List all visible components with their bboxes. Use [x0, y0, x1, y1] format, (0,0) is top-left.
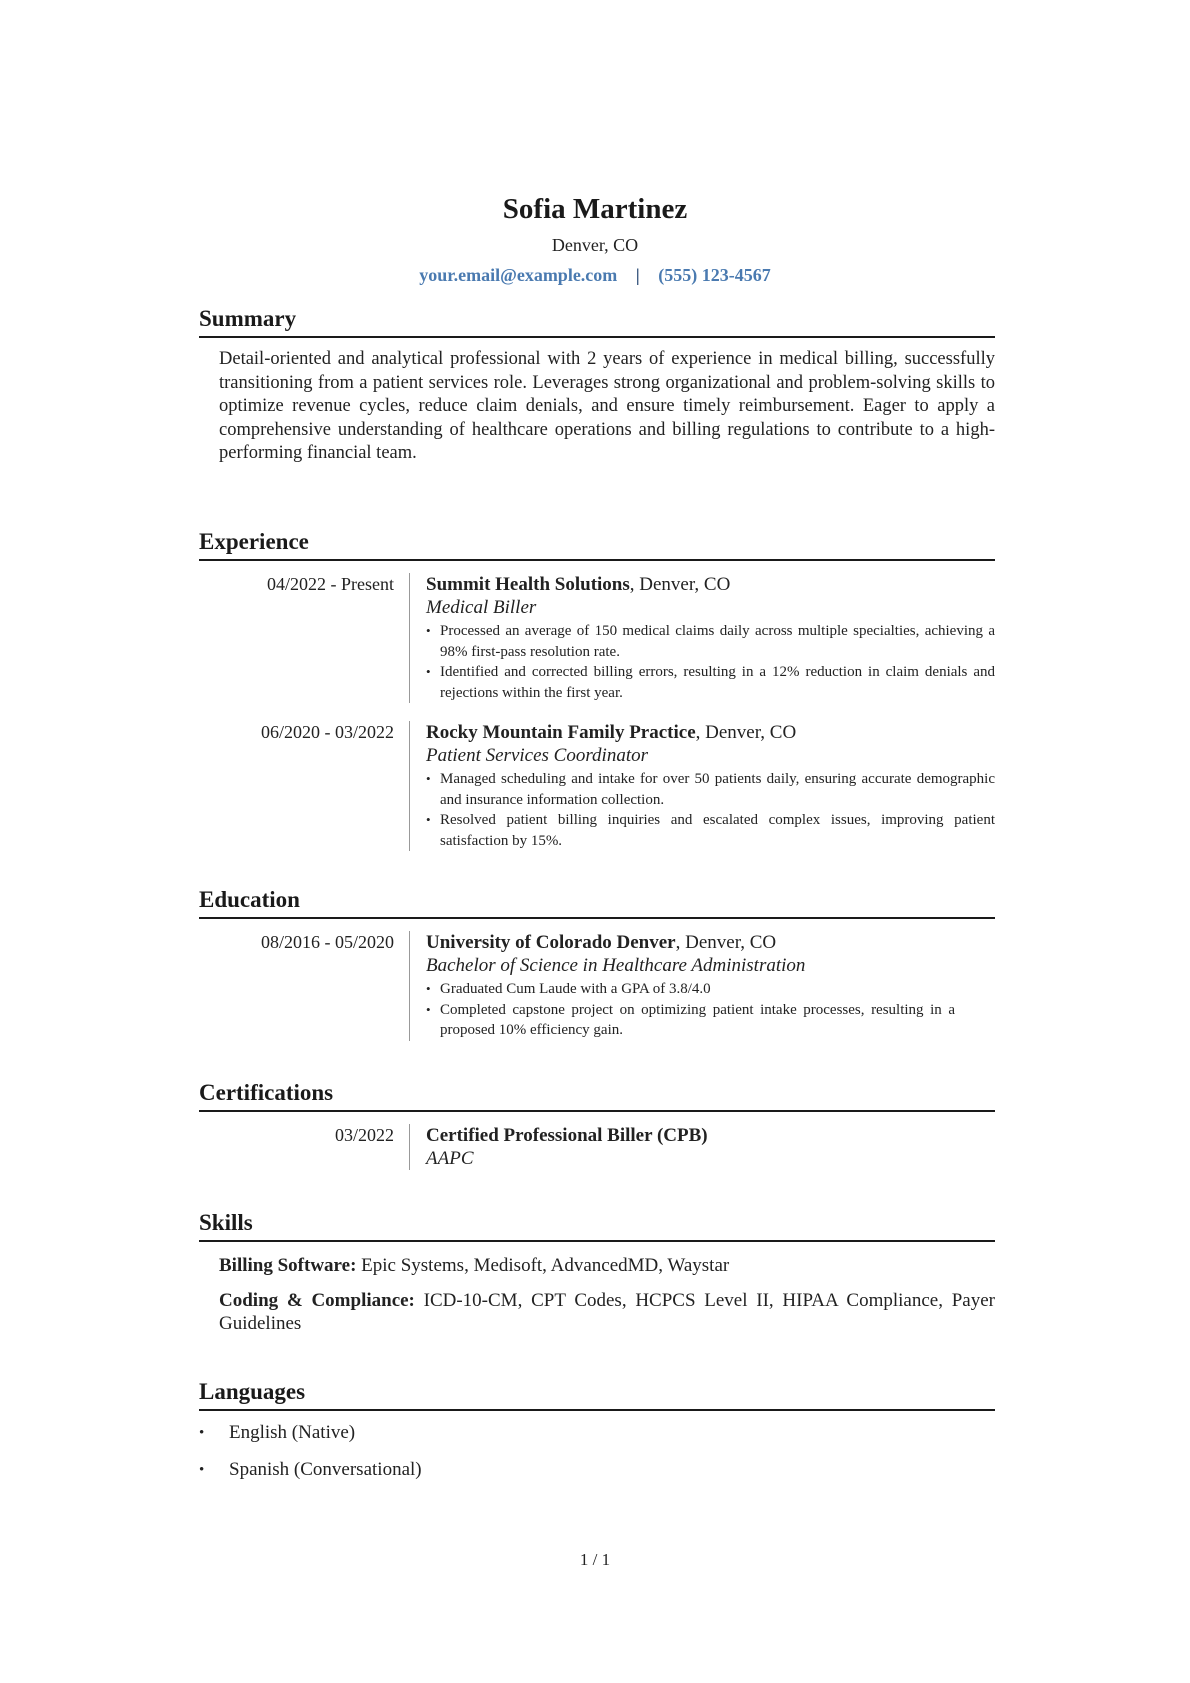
summary-text: Detail-oriented and analytical professional with 2 years of experience in medical billing, successfully transitioning from a patient services role. Leverages strong organizational and problem-solving skills to optimize revenue cycles, reduce claim denials, and ensure timely reimbursement. Eager to apply a comprehensive understanding of healthcare operations and billing regulations to contribute to a high-performing financial team.: [219, 349, 995, 463]
entry-location: , Denver, CO: [695, 722, 797, 743]
skill-value: Epic Systems, Medisoft, AdvancedMD, Waystar: [356, 1255, 730, 1276]
section-title-experience: Experience: [199, 527, 995, 561]
entry-date: 08/2016 - 05/2020: [219, 931, 410, 1041]
certification-issuer: AAPC: [426, 1148, 474, 1169]
candidate-name: Sofia Martinez: [502, 193, 688, 225]
entry-bullet: • Identified and corrected billing errors, resulting in a 12% reduction in claim denials and rejections within the first year.: [426, 662, 995, 703]
entry-bullet: • Managed scheduling and intake for over 50 patients daily, ensuring accurate demographic and insurance information collection.: [426, 769, 995, 810]
skill-row: [219, 1254, 995, 1277]
candidate-location: Denver, CO: [551, 235, 639, 255]
languages-section: [199, 1377, 995, 1495]
entry-organization: University of Colorado Denver: [426, 932, 676, 953]
certification-name: Certified Professional Biller (CPB): [426, 1125, 708, 1146]
education-entry: [219, 931, 995, 1041]
entry-location: , Denver, CO: [675, 932, 777, 953]
contact-line: [0, 262, 1190, 288]
entry-degree: Bachelor of Science in Healthcare Administration: [426, 955, 806, 976]
entry-organization: Rocky Mountain Family Practice: [426, 722, 696, 743]
experience-entry: [219, 573, 995, 703]
entry-date: 04/2022 - Present: [219, 573, 410, 703]
skill-value: ICD-10-CM, CPT Codes, HCPCS Level II, HIPAA Compliance, Payer Guidelines: [219, 1290, 995, 1334]
certifications-section: [199, 1078, 995, 1170]
section-title-summary: Summary: [199, 304, 995, 338]
entry-bullet: • Resolved patient billing inquiries and escalated complex issues, improving patient satisfaction by 15%.: [426, 810, 995, 851]
section-title-languages: Languages: [199, 1377, 995, 1411]
section-title-education: Education: [199, 885, 995, 919]
section-title-skills: Skills: [199, 1208, 995, 1242]
section-title-certifications: Certifications: [199, 1078, 995, 1112]
skills-section: [199, 1208, 995, 1335]
summary-section: [199, 304, 995, 466]
language-item: • Spanish (Conversational): [199, 1458, 995, 1482]
skill-label: Coding & Compliance:: [219, 1290, 415, 1311]
education-section: [199, 885, 995, 1041]
skill-row: [219, 1289, 995, 1335]
entry-bullet: • Graduated Cum Laude with a GPA of 3.8/4.0: [426, 979, 955, 1000]
entry-date: 03/2022: [219, 1124, 410, 1170]
skill-label: Billing Software:: [219, 1255, 357, 1276]
entry-bullet: • Processed an average of 150 medical claims daily across multiple specialties, achieving a 98% first-pass resolution rate.: [426, 621, 995, 662]
certification-entry: [219, 1124, 995, 1170]
phone-link[interactable]: (555) 123-4567: [658, 265, 771, 285]
entry-role: Patient Services Coordinator: [426, 745, 648, 766]
entry-role: Medical Biller: [426, 597, 537, 618]
resume-header: [0, 190, 1190, 288]
experience-section: [199, 527, 995, 851]
page-number: 1 / 1: [579, 1550, 611, 1569]
email-link[interactable]: your.email@example.com: [419, 265, 618, 285]
entry-bullet: • Completed capstone project on optimizing patient intake processes, resulting in a proposed 10% efficiency gain.: [426, 1000, 955, 1041]
entry-date: 06/2020 - 03/2022: [219, 721, 410, 851]
language-item: • English (Native): [199, 1421, 995, 1445]
contact-separator: |: [635, 265, 640, 285]
experience-entry: [219, 721, 995, 851]
entry-organization: Summit Health Solutions: [426, 574, 630, 595]
entry-location: , Denver, CO: [629, 574, 731, 595]
